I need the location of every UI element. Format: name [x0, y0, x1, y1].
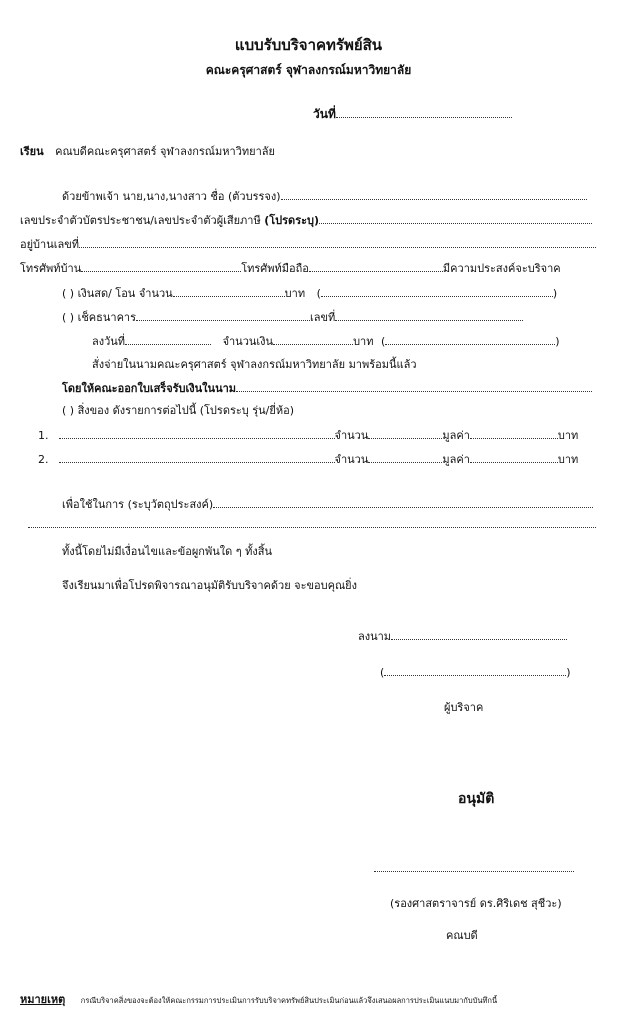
receipt-label: โดยให้คณะออกใบเสร็จรับเงินในนาม — [62, 382, 237, 395]
cash-words-field[interactable] — [321, 287, 553, 297]
cheque-detail-row — [92, 335, 560, 347]
cheque-row — [62, 311, 523, 323]
cash-row — [62, 287, 557, 299]
approval-title: อนุมัติ — [458, 791, 495, 807]
item-row-1 — [38, 429, 578, 441]
donor-id-row — [20, 214, 592, 226]
home-phone-label: โทรศัพท์บ้าน — [20, 262, 82, 275]
item-value-field[interactable] — [470, 453, 558, 463]
purpose-label: เพื่อใช้ในการ (ระบุวัตถุประสงค์) — [62, 498, 214, 511]
item-number: 2. — [38, 453, 49, 466]
mobile-phone-field[interactable] — [309, 262, 443, 272]
item-qty-label: จำนวน — [334, 429, 369, 442]
purpose-field[interactable] — [213, 498, 593, 508]
cheque-option[interactable]: ( ) เช็คธนาคาร — [62, 311, 137, 324]
cheque-amount-label: จำนวนเงิน — [222, 335, 274, 348]
address-field[interactable] — [79, 238, 596, 248]
purpose-continued-row — [28, 518, 596, 530]
date-label: วันที่ — [313, 107, 336, 121]
receipt-name-field[interactable] — [236, 382, 592, 392]
cash-words-open: ( — [316, 287, 321, 300]
date-field[interactable] — [336, 108, 512, 118]
item-unit: บาท — [557, 429, 579, 442]
cheque-number-field[interactable] — [335, 311, 523, 321]
cheque-number-label: เลขที่ — [310, 311, 336, 324]
recipient-row — [20, 146, 275, 157]
cheque-baht: บาท — [353, 335, 374, 348]
item-qty-field[interactable] — [368, 453, 442, 463]
item-description-field[interactable] — [59, 453, 335, 463]
sign-label: ลงนาม — [358, 630, 392, 643]
cheque-amount-field[interactable] — [273, 335, 353, 345]
cheque-words-open: ( — [380, 335, 386, 348]
form-title: แบบรับบริจาคทรัพย์สิน — [234, 36, 383, 54]
address-label: อยู่บ้านเลขที่ — [20, 238, 80, 251]
printed-name-close: ) — [566, 666, 571, 679]
home-phone-field[interactable] — [81, 262, 241, 272]
note-label: หมายเหตุ — [20, 993, 66, 1006]
recipient-label: เรียน — [20, 145, 44, 158]
form-subtitle: คณะครุศาสตร์ จุฬาลงกรณ์มหาวิทยาลัย — [205, 63, 412, 77]
item-value-label: มูลค่า — [442, 429, 470, 442]
purpose-row — [62, 498, 593, 510]
item-value-label: มูลค่า — [442, 453, 470, 466]
note-row — [20, 994, 497, 1005]
donor-printed-name-row — [380, 666, 571, 678]
donor-id-label: เลขประจำตัวบัตรประชาชน/เลขประจำตัวผู้เสียภาษี — [20, 214, 261, 227]
cash-baht: บาท — [284, 287, 306, 300]
item-value-field[interactable] — [470, 429, 558, 439]
donor-signature-field[interactable] — [391, 630, 567, 640]
address-row — [20, 238, 596, 250]
mobile-phone-label: โทรศัพท์มือถือ — [241, 262, 309, 275]
item-row-2 — [38, 453, 578, 465]
donor-name-row — [62, 190, 587, 202]
item-description-field[interactable] — [59, 429, 335, 439]
donor-role: ผู้บริจาค — [444, 701, 484, 714]
note-text: กรณีบริจาคสิ่งของจะต้องให้คณะกรรมการประเมินการรับบริจาคทรัพย์สินประเมินก่อนแล้วจึงเสนอผลการประเมินแนบมากับบันทึกนี้ — [80, 996, 498, 1005]
printed-name-open: ( — [380, 666, 385, 679]
cash-amount-field[interactable] — [173, 287, 285, 297]
donor-name-label: ด้วยข้าพเจ้า นาย,นาง,นางสาว ชื่อ (ตัวบรรจง) — [62, 190, 281, 203]
approver-role: คณบดี — [446, 929, 478, 942]
cheque-bank-field[interactable] — [136, 311, 310, 321]
items-option[interactable]: ( ) สิ่งของ ดังรายการต่อไปนี้ (โปรดระบุ รุ่น/ยี่ห้อ) — [62, 404, 294, 417]
recipient-text: คณบดีคณะครุศาสตร์ จุฬาลงกรณ์มหาวิทยาลัย — [55, 145, 275, 158]
receipt-row — [62, 382, 592, 394]
donor-id-hint: (โปรดระบุ) — [264, 214, 320, 227]
cheque-words-close: ) — [555, 335, 560, 348]
no-conditions-text: ทั้งนี้โดยไม่มีเงื่อนไขและข้อผูกพันใด ๆ ทั้งสิ้น — [62, 545, 272, 558]
approver-signature-row — [374, 862, 574, 874]
request-text: จึงเรียนมาเพื่อโปรดพิจารณาอนุมัติรับบริจาคด้วย จะขอบคุณยิ่ง — [62, 579, 357, 592]
donation-intent-label: มีความประสงค์จะบริจาค — [442, 262, 561, 275]
cheque-date-label: ลงวันที่ — [92, 335, 126, 348]
cheque-words-field[interactable] — [385, 335, 555, 345]
item-qty-label: จำนวน — [334, 453, 369, 466]
purpose-field-line-2[interactable] — [28, 518, 596, 528]
donor-signature-row — [358, 630, 567, 642]
item-number: 1. — [38, 429, 49, 442]
item-qty-field[interactable] — [368, 429, 442, 439]
cheque-payable-text: สั่งจ่ายในนามคณะครุศาสตร์ จุฬาลงกรณ์มหาวิทยาลัย มาพร้อมนี้แล้ว — [92, 358, 417, 371]
cash-option[interactable]: ( ) เงินสด/ โอน จำนวน — [62, 287, 173, 300]
date-row — [313, 108, 512, 120]
cash-words-close: ) — [552, 287, 558, 300]
phone-row — [20, 262, 561, 274]
approver-signature-field[interactable] — [374, 862, 574, 872]
approver-name: (รองศาสตราจารย์ ดร.ศิริเดช สุชีวะ) — [390, 897, 562, 910]
donor-id-field[interactable] — [319, 214, 592, 224]
donor-printed-name-field[interactable] — [384, 666, 566, 676]
donor-name-field[interactable] — [281, 190, 587, 200]
cheque-date-field[interactable] — [125, 335, 211, 345]
item-unit: บาท — [557, 453, 579, 466]
